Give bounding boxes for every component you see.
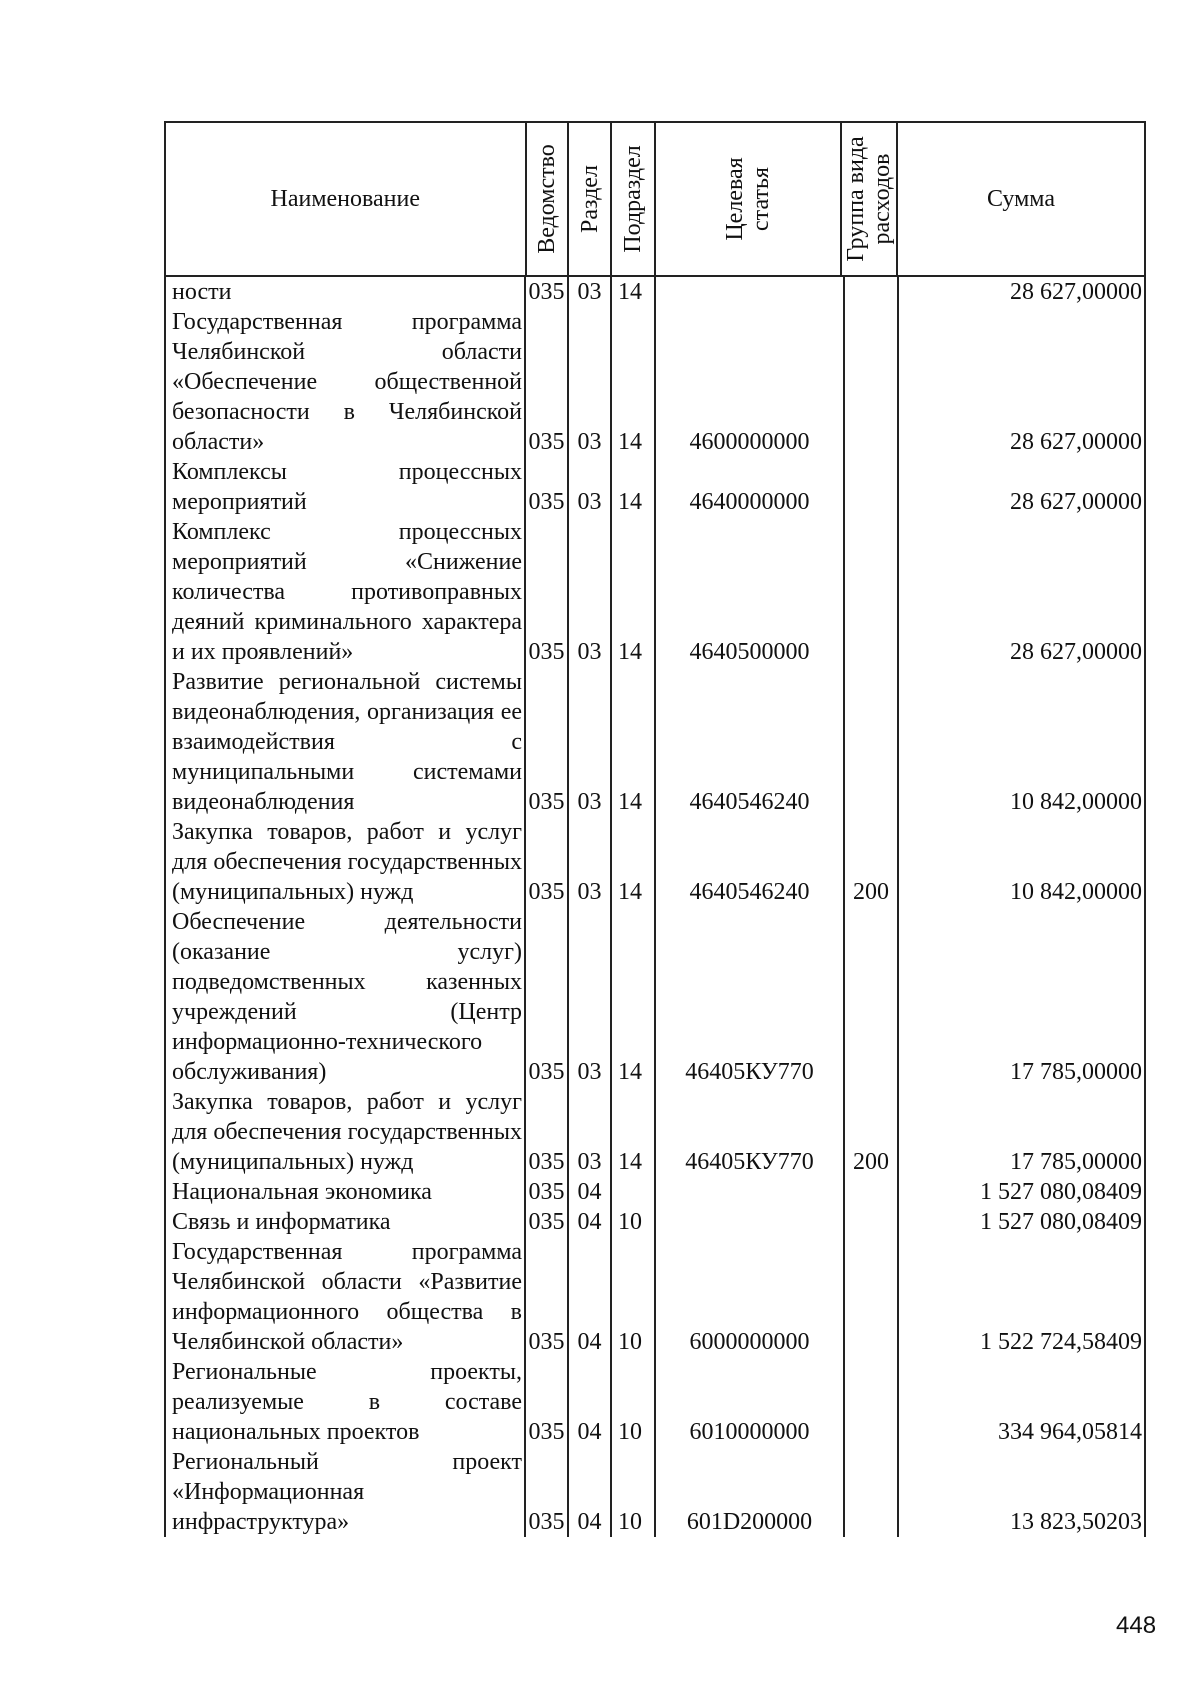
header-podrazdel-cell <box>612 123 656 275</box>
header-summa: Сумма <box>987 186 1055 212</box>
row-name <box>164 1177 526 1207</box>
row-tselevaya <box>656 457 843 517</box>
row-name <box>164 1357 526 1447</box>
row-gruppa <box>843 1087 899 1177</box>
row-vedomstvo <box>526 457 569 517</box>
row-name-text: Связь и информатика <box>172 1209 391 1235</box>
table-body <box>164 277 1146 1537</box>
row-name-text: Закупка товаров, работ и услуг для обеспечения государственных (муниципальных) нужд <box>172 1089 522 1175</box>
row-razdel-text: 04 <box>577 1329 602 1355</box>
row-summa-text: 28 627,00000 <box>1010 429 1142 455</box>
row-vedomstvo-text: 035 <box>528 1329 565 1355</box>
row-name <box>164 457 526 517</box>
row-podrazdel-text: 10 <box>618 1329 642 1355</box>
header-razdel-cell <box>569 123 612 275</box>
table-row <box>164 277 1146 307</box>
row-razdel <box>569 1177 612 1207</box>
row-vedomstvo <box>526 1207 569 1237</box>
header-tselevaya-cell <box>656 123 842 275</box>
header-name-cell <box>166 123 527 275</box>
row-razdel <box>569 1237 612 1357</box>
row-name-text: Комплекс процессных мероприятий «Снижение количества противоправных деяний криминального характера и их проявлений» <box>172 519 522 665</box>
row-razdel <box>569 277 612 307</box>
table-row <box>164 1237 1146 1357</box>
row-name-text: ности <box>172 279 232 305</box>
row-razdel <box>569 667 612 817</box>
row-summa-text: 28 627,00000 <box>1010 489 1142 515</box>
table-row <box>164 1357 1146 1447</box>
row-tselevaya <box>656 667 843 817</box>
row-tselevaya-text: 4640500000 <box>689 639 810 665</box>
row-podrazdel-text: 14 <box>618 879 642 905</box>
row-tselevaya <box>656 517 843 667</box>
row-vedomstvo <box>526 907 569 1087</box>
row-name-text: Региональные проекты, реализуемые в составе национальных проектов <box>172 1359 522 1445</box>
row-podrazdel-text: 14 <box>618 639 642 665</box>
row-summa <box>899 817 1146 907</box>
row-summa-text: 1 527 080,08409 <box>980 1209 1142 1235</box>
row-podrazdel <box>612 517 656 667</box>
row-razdel-text: 03 <box>577 639 602 665</box>
row-podrazdel <box>612 1357 656 1447</box>
row-gruppa <box>843 307 899 457</box>
row-podrazdel-text: 10 <box>618 1419 642 1445</box>
row-gruppa <box>843 457 899 517</box>
row-vedomstvo <box>526 1447 569 1537</box>
row-podrazdel-text: 10 <box>618 1209 642 1235</box>
row-gruppa <box>843 1447 899 1537</box>
row-razdel-text: 03 <box>577 279 602 305</box>
row-gruppa <box>843 667 899 817</box>
header-gruppa <box>843 136 895 261</box>
row-tselevaya-text: 6000000000 <box>689 1329 810 1355</box>
row-podrazdel-text: 14 <box>618 1149 642 1175</box>
row-gruppa <box>843 1177 899 1207</box>
row-name-text: Государственная программа Челябинской области «Обеспечение общественной безопасности в Челябинской области» <box>172 309 522 455</box>
row-podrazdel-text: 14 <box>618 789 642 815</box>
table-row <box>164 667 1146 817</box>
header-tselevaya-line2: статья <box>748 167 775 231</box>
row-razdel <box>569 517 612 667</box>
row-tselevaya-text: 4640546240 <box>689 879 810 905</box>
row-razdel-text: 04 <box>577 1209 602 1235</box>
header-gruppa-line2: расходов <box>869 153 896 245</box>
row-razdel-text: 03 <box>577 879 602 905</box>
row-name <box>164 307 526 457</box>
row-razdel <box>569 457 612 517</box>
row-gruppa <box>843 907 899 1087</box>
row-podrazdel <box>612 307 656 457</box>
row-podrazdel <box>612 1447 656 1537</box>
header-razdel: Раздел <box>576 165 603 233</box>
row-tselevaya <box>656 1087 843 1177</box>
row-summa <box>899 667 1146 817</box>
row-podrazdel-text: 10 <box>618 1509 642 1535</box>
row-vedomstvo <box>526 1357 569 1447</box>
header-vedomstvo: Ведомство <box>533 144 560 254</box>
row-razdel <box>569 1087 612 1177</box>
row-tselevaya <box>656 1177 843 1207</box>
row-podrazdel <box>612 457 656 517</box>
table-row <box>164 1447 1146 1537</box>
row-gruppa-text: 200 <box>853 1149 889 1175</box>
row-razdel <box>569 1447 612 1537</box>
row-vedomstvo <box>526 1087 569 1177</box>
row-gruppa <box>843 517 899 667</box>
row-summa <box>899 1177 1146 1207</box>
row-razdel <box>569 307 612 457</box>
row-summa <box>899 1207 1146 1237</box>
row-name-text: Государственная программа Челябинской области «Развитие информационного общества в Челябинской области» <box>172 1239 522 1355</box>
row-razdel <box>569 1357 612 1447</box>
row-vedomstvo <box>526 667 569 817</box>
row-name <box>164 1087 526 1177</box>
row-tselevaya-text: 46405КУ770 <box>685 1149 814 1175</box>
row-gruppa <box>843 277 899 307</box>
row-name <box>164 277 526 307</box>
row-podrazdel <box>612 1177 656 1207</box>
row-vedomstvo-text: 035 <box>528 1209 565 1235</box>
row-razdel-text: 03 <box>577 1149 602 1175</box>
header-vedomstvo-cell <box>527 123 570 275</box>
row-gruppa-text: 200 <box>853 879 889 905</box>
row-vedomstvo-text: 035 <box>528 429 565 455</box>
row-podrazdel-text: 14 <box>618 1059 642 1085</box>
row-podrazdel-text: 14 <box>618 429 642 455</box>
row-vedomstvo-text: 035 <box>528 489 565 515</box>
row-podrazdel <box>612 817 656 907</box>
row-name-text: Закупка товаров, работ и услуг для обеспечения государственных (муниципальных) нужд <box>172 819 522 905</box>
row-tselevaya <box>656 1447 843 1537</box>
header-name: Наименование <box>270 186 421 212</box>
row-name-text: Комплексы процессных мероприятий <box>172 459 522 515</box>
row-name <box>164 1237 526 1357</box>
row-summa-text: 1 522 724,58409 <box>980 1329 1142 1355</box>
row-tselevaya <box>656 1357 843 1447</box>
row-podrazdel-text: 14 <box>618 489 642 515</box>
row-name <box>164 1207 526 1237</box>
row-summa <box>899 1087 1146 1177</box>
row-name <box>164 1447 526 1537</box>
row-tselevaya-text: 4600000000 <box>689 429 810 455</box>
row-podrazdel-text: 14 <box>618 279 642 305</box>
row-name-text: Развитие региональной системы видеонаблюдения, организация ее взаимодействия с муниципальными системами видеонаблюдения <box>172 669 522 815</box>
row-razdel-text: 04 <box>577 1509 602 1535</box>
row-tselevaya <box>656 307 843 457</box>
row-name <box>164 907 526 1087</box>
row-summa-text: 17 785,00000 <box>1010 1059 1142 1085</box>
row-name-text: Национальная экономика <box>172 1179 432 1205</box>
row-vedomstvo <box>526 817 569 907</box>
row-name <box>164 517 526 667</box>
row-summa <box>899 907 1146 1087</box>
row-gruppa <box>843 1357 899 1447</box>
row-summa <box>899 277 1146 307</box>
row-summa <box>899 457 1146 517</box>
row-tselevaya <box>656 1207 843 1237</box>
header-tselevaya <box>722 157 774 240</box>
table-row <box>164 817 1146 907</box>
row-vedomstvo-text: 035 <box>528 879 565 905</box>
row-tselevaya-text: 46405КУ770 <box>685 1059 814 1085</box>
row-tselevaya <box>656 817 843 907</box>
row-summa-text: 10 842,00000 <box>1010 789 1142 815</box>
row-vedomstvo-text: 035 <box>528 1149 565 1175</box>
row-razdel <box>569 1207 612 1237</box>
row-tselevaya-text: 6010000000 <box>689 1419 810 1445</box>
row-podrazdel <box>612 1087 656 1177</box>
row-vedomstvo-text: 035 <box>528 1179 565 1205</box>
row-name <box>164 667 526 817</box>
row-vedomstvo-text: 035 <box>528 1059 565 1085</box>
row-gruppa <box>843 817 899 907</box>
row-vedomstvo-text: 035 <box>528 789 565 815</box>
header-gruppa-cell <box>842 123 898 275</box>
row-summa-text: 17 785,00000 <box>1010 1149 1142 1175</box>
header-tselevaya-line1: Целевая <box>722 157 749 241</box>
row-name-text: Обеспечение деятельности (оказание услуг) подведомственных казенных учреждений (Центр информационно-технического обслуживания) <box>172 909 522 1085</box>
row-summa-text: 28 627,00000 <box>1010 279 1142 305</box>
row-vedomstvo <box>526 517 569 667</box>
row-tselevaya <box>656 277 843 307</box>
row-gruppa <box>843 1237 899 1357</box>
row-summa <box>899 517 1146 667</box>
row-razdel-text: 04 <box>577 1179 602 1205</box>
page-number: 448 <box>1116 1612 1157 1639</box>
row-podrazdel <box>612 907 656 1087</box>
row-tselevaya-text: 4640000000 <box>689 489 810 515</box>
table-row <box>164 1177 1146 1207</box>
row-tselevaya-text: 4640546240 <box>689 789 810 815</box>
row-vedomstvo-text: 035 <box>528 279 565 305</box>
header-podrazdel: Подраздел <box>620 145 647 253</box>
row-tselevaya-text: 601D200000 <box>686 1509 813 1535</box>
row-podrazdel <box>612 1237 656 1357</box>
row-name <box>164 817 526 907</box>
row-summa-text: 1 527 080,08409 <box>980 1179 1142 1205</box>
table-row <box>164 1087 1146 1177</box>
table-row <box>164 1207 1146 1237</box>
row-vedomstvo-text: 035 <box>528 1419 565 1445</box>
row-summa-text: 10 842,00000 <box>1010 879 1142 905</box>
row-razdel <box>569 907 612 1087</box>
table-row <box>164 517 1146 667</box>
table-header <box>164 121 1146 277</box>
row-razdel-text: 03 <box>577 789 602 815</box>
header-gruppa-line1: Группа вида <box>843 136 870 262</box>
row-gruppa <box>843 1207 899 1237</box>
row-vedomstvo <box>526 1177 569 1207</box>
row-razdel-text: 03 <box>577 429 602 455</box>
row-podrazdel <box>612 667 656 817</box>
row-summa <box>899 307 1146 457</box>
row-razdel-text: 03 <box>577 489 602 515</box>
row-vedomstvo <box>526 307 569 457</box>
table-row <box>164 907 1146 1087</box>
row-summa-text: 13 823,50203 <box>1010 1509 1142 1535</box>
row-podrazdel <box>612 277 656 307</box>
row-summa <box>899 1237 1146 1357</box>
row-podrazdel <box>612 1207 656 1237</box>
row-vedomstvo-text: 035 <box>528 1509 565 1535</box>
row-vedomstvo-text: 035 <box>528 639 565 665</box>
row-summa <box>899 1357 1146 1447</box>
row-vedomstvo <box>526 1237 569 1357</box>
row-tselevaya <box>656 907 843 1087</box>
row-name-text: Региональный проект «Информационная инфраструктура» <box>172 1449 522 1535</box>
table-row <box>164 457 1146 517</box>
row-razdel-text: 03 <box>577 1059 602 1085</box>
row-vedomstvo <box>526 277 569 307</box>
table-row <box>164 307 1146 457</box>
header-summa-cell <box>898 123 1144 275</box>
row-summa-text: 334 964,05814 <box>998 1419 1142 1445</box>
row-razdel <box>569 817 612 907</box>
row-summa-text: 28 627,00000 <box>1010 639 1142 665</box>
row-tselevaya <box>656 1237 843 1357</box>
row-summa <box>899 1447 1146 1537</box>
row-razdel-text: 04 <box>577 1419 602 1445</box>
